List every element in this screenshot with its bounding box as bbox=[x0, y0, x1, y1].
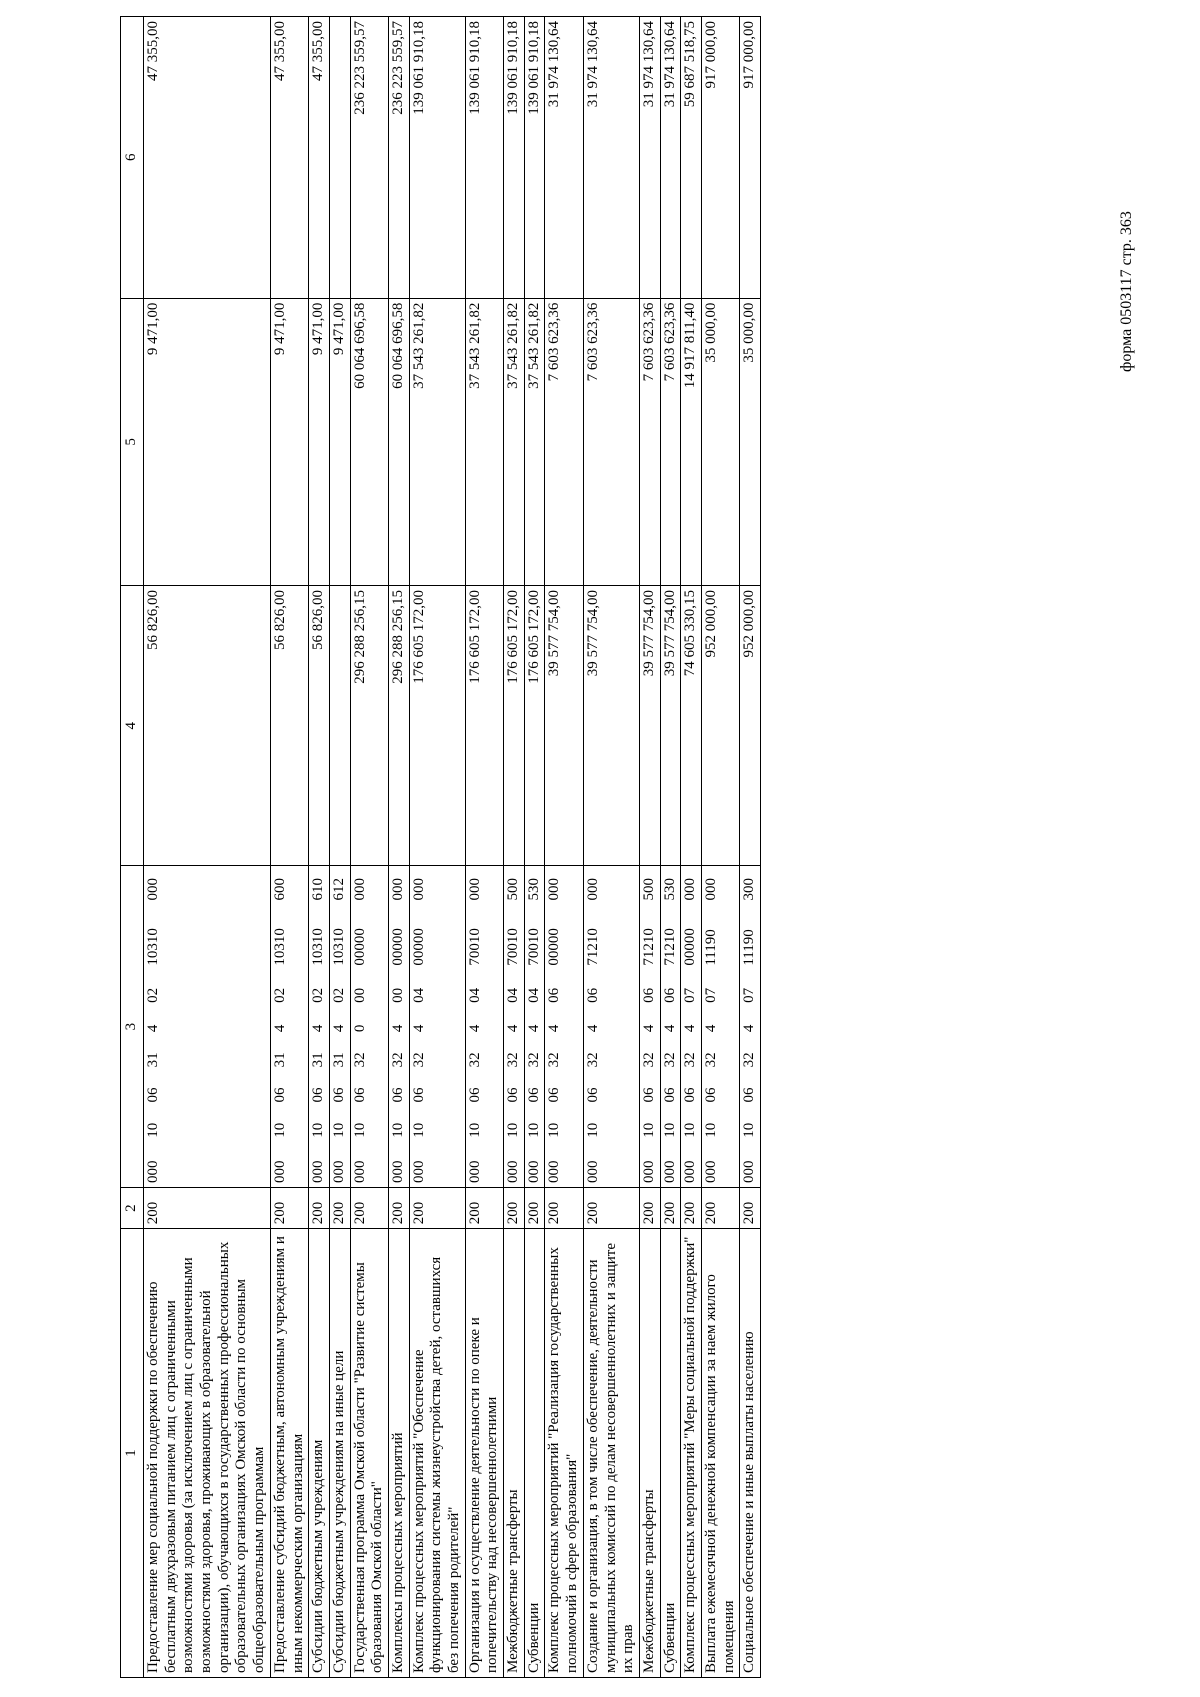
code-part: 500 bbox=[640, 877, 657, 901]
budget-table bbox=[120, 16, 761, 1678]
code-part: 4 bbox=[525, 1024, 542, 1033]
code-part: 07 bbox=[682, 987, 699, 1003]
row-line-code: 200 bbox=[660, 1187, 681, 1228]
row-amount-c5: 9 471,00 bbox=[329, 298, 350, 585]
row-line-code: 200 bbox=[465, 1187, 503, 1228]
code-part: 32 bbox=[640, 1052, 657, 1068]
column-header-5: 5 bbox=[121, 298, 144, 585]
row-name: Государственная программа Омской области "Развитие системы образования Омской области" bbox=[350, 1229, 388, 1678]
code-part: 000 bbox=[310, 1160, 327, 1183]
row-amount-c4: 74 605 330,15 bbox=[681, 586, 702, 866]
table-row bbox=[639, 17, 660, 1678]
row-amount-c5: 60 064 696,58 bbox=[388, 298, 409, 585]
row-amount-c4: 296 288 256,15 bbox=[350, 586, 388, 866]
code-part: 10 bbox=[640, 1122, 657, 1138]
row-name: Межбюджетные трансферты bbox=[504, 1229, 525, 1678]
code-part: 000 bbox=[351, 1160, 368, 1183]
code-part: 530 bbox=[525, 877, 542, 901]
row-amount-c5: 9 471,00 bbox=[270, 298, 308, 585]
code-part: 000 bbox=[584, 877, 601, 901]
row-name: Создание и организация, в том числе обеспечение, деятельности муниципальных комиссий по делам несовершеннолетних и защите их прав bbox=[583, 1229, 639, 1678]
code-part: 10 bbox=[351, 1122, 368, 1138]
code-part: 4 bbox=[505, 1024, 522, 1033]
code-part: 0 bbox=[351, 1024, 368, 1033]
row-line-code: 200 bbox=[270, 1187, 308, 1228]
code-part: 10 bbox=[661, 1122, 678, 1138]
code-part: 02 bbox=[271, 987, 288, 1003]
row-amount-c6: 139 061 910,18 bbox=[409, 17, 465, 299]
code-part: 10310 bbox=[271, 928, 288, 966]
code-part: 4 bbox=[410, 1024, 427, 1033]
row-name: Социальное обеспечение и иные выплаты населению bbox=[740, 1229, 761, 1678]
code-part: 06 bbox=[271, 1087, 288, 1103]
code-part: 06 bbox=[389, 1087, 406, 1103]
row-amount-c6: 31 974 130,64 bbox=[660, 17, 681, 299]
code-part: 70010 bbox=[466, 928, 483, 966]
row-amount-c6: 139 061 910,18 bbox=[465, 17, 503, 299]
code-part: 32 bbox=[661, 1052, 678, 1068]
row-name: Субсидии бюджетным учреждениям на иные цели bbox=[329, 1229, 350, 1678]
code-part: 10 bbox=[682, 1122, 699, 1138]
code-part: 10 bbox=[410, 1122, 427, 1138]
code-part: 00000 bbox=[351, 928, 368, 966]
code-part: 02 bbox=[310, 987, 327, 1003]
code-part: 4 bbox=[466, 1024, 483, 1033]
code-part: 000 bbox=[466, 877, 483, 901]
code-part: 000 bbox=[330, 1160, 347, 1183]
row-line-code: 200 bbox=[583, 1187, 639, 1228]
row-amount-c6: 31 974 130,64 bbox=[545, 17, 583, 299]
row-amount-c4: 56 826,00 bbox=[309, 586, 330, 866]
table-row bbox=[270, 17, 308, 1678]
code-part: 000 bbox=[410, 1160, 427, 1183]
code-part: 06 bbox=[310, 1087, 327, 1103]
row-amount-c5: 9 471,00 bbox=[144, 298, 271, 585]
code-part: 31 bbox=[330, 1052, 347, 1068]
row-amount-c4: 39 577 754,00 bbox=[639, 586, 660, 866]
code-part: 000 bbox=[145, 877, 161, 901]
code-part: 70010 bbox=[505, 928, 522, 966]
code-part: 000 bbox=[351, 877, 368, 901]
row-amount-c4: 56 826,00 bbox=[270, 586, 308, 866]
row-amount-c5: 37 543 261,82 bbox=[524, 298, 545, 585]
table-row bbox=[660, 17, 681, 1678]
row-amount-c5: 37 543 261,82 bbox=[465, 298, 503, 585]
code-part: 10 bbox=[145, 1122, 161, 1138]
row-amount-c6: 917 000,00 bbox=[701, 17, 739, 299]
code-part: 4 bbox=[702, 1024, 719, 1033]
code-part: 600 bbox=[271, 877, 288, 901]
code-part: 10310 bbox=[330, 928, 347, 966]
row-classification-code bbox=[545, 866, 583, 1188]
code-part: 32 bbox=[584, 1052, 601, 1068]
code-part: 06 bbox=[525, 1087, 542, 1103]
row-line-code: 200 bbox=[144, 1187, 271, 1228]
code-part: 000 bbox=[145, 1160, 161, 1183]
code-part: 04 bbox=[505, 987, 522, 1003]
row-amount-c4: 56 826,00 bbox=[144, 586, 271, 866]
code-part: 06 bbox=[702, 1087, 719, 1103]
table-row bbox=[524, 17, 545, 1678]
row-classification-code bbox=[309, 866, 330, 1188]
code-part: 4 bbox=[682, 1024, 699, 1033]
row-classification-code bbox=[465, 866, 503, 1188]
table-row bbox=[350, 17, 388, 1678]
code-part: 4 bbox=[389, 1024, 406, 1033]
code-part: 00000 bbox=[546, 928, 563, 966]
row-amount-c5: 37 543 261,82 bbox=[409, 298, 465, 585]
code-part: 4 bbox=[310, 1024, 327, 1033]
row-name: Предоставление мер социальной поддержки по обеспечению бесплатным двухразовым питанием лиц с ограниченными возможностями здоровья (за исключением лиц с ограниченными возможностями здоровья, проживающих в образовательной организации), обучающихся в государственных профессиональных образовательных организациях Омской области по основным общеобразовательным программам bbox=[144, 1229, 271, 1678]
row-amount-c4: 39 577 754,00 bbox=[583, 586, 639, 866]
code-part: 00 bbox=[351, 987, 368, 1003]
table-row bbox=[329, 17, 350, 1678]
code-part: 06 bbox=[661, 1087, 678, 1103]
code-part: 000 bbox=[271, 1160, 288, 1183]
row-amount-c6: 139 061 910,18 bbox=[504, 17, 525, 299]
row-amount-c4: 176 605 172,00 bbox=[524, 586, 545, 866]
code-part: 4 bbox=[330, 1024, 347, 1033]
row-line-code: 200 bbox=[350, 1187, 388, 1228]
row-name: Субвенции bbox=[660, 1229, 681, 1678]
code-part: 00000 bbox=[410, 928, 427, 966]
row-line-code: 200 bbox=[504, 1187, 525, 1228]
row-classification-code bbox=[388, 866, 409, 1188]
row-amount-c5: 9 471,00 bbox=[309, 298, 330, 585]
code-part: 31 bbox=[310, 1052, 327, 1068]
code-part: 32 bbox=[546, 1052, 563, 1068]
code-part: 00 bbox=[389, 987, 406, 1003]
code-part: 610 bbox=[310, 877, 327, 901]
code-part: 4 bbox=[584, 1024, 601, 1033]
row-name: Предоставление субсидий бюджетным, автономным учреждениям и иным некоммерческим организациям bbox=[270, 1229, 308, 1678]
row-amount-c4: 39 577 754,00 bbox=[545, 586, 583, 866]
code-part: 4 bbox=[741, 1024, 758, 1033]
code-part: 02 bbox=[330, 987, 347, 1003]
code-part: 4 bbox=[145, 1024, 161, 1033]
row-classification-code bbox=[329, 866, 350, 1188]
row-amount-c4: 952 000,00 bbox=[740, 586, 761, 866]
table-row bbox=[504, 17, 525, 1678]
row-amount-c6: 31 974 130,64 bbox=[639, 17, 660, 299]
column-header-3: 3 bbox=[121, 866, 144, 1188]
row-name: Организация и осуществление деятельности по опеке и попечительству над несовершеннолетними bbox=[465, 1229, 503, 1678]
row-classification-code bbox=[740, 866, 761, 1188]
row-line-code: 200 bbox=[681, 1187, 702, 1228]
code-part: 06 bbox=[505, 1087, 522, 1103]
code-part: 000 bbox=[410, 877, 427, 901]
row-amount-c4: 176 605 172,00 bbox=[504, 586, 525, 866]
code-part: 500 bbox=[505, 877, 522, 901]
code-part: 00000 bbox=[682, 928, 699, 966]
code-part: 32 bbox=[351, 1052, 368, 1068]
code-part: 000 bbox=[661, 1160, 678, 1183]
row-name: Комплекс процессных мероприятий "Меры социальной поддержки" bbox=[681, 1229, 702, 1678]
code-part: 32 bbox=[410, 1052, 427, 1068]
code-part: 04 bbox=[466, 987, 483, 1003]
table-row bbox=[409, 17, 465, 1678]
table-row bbox=[583, 17, 639, 1678]
row-classification-code bbox=[504, 866, 525, 1188]
row-line-code: 200 bbox=[701, 1187, 739, 1228]
row-amount-c5: 7 603 623,36 bbox=[660, 298, 681, 585]
row-classification-code bbox=[701, 866, 739, 1188]
row-line-code: 200 bbox=[524, 1187, 545, 1228]
code-part: 00000 bbox=[389, 928, 406, 966]
row-name: Субсидии бюджетным учреждениям bbox=[309, 1229, 330, 1678]
code-part: 32 bbox=[466, 1052, 483, 1068]
row-classification-code bbox=[639, 866, 660, 1188]
code-part: 71210 bbox=[661, 928, 678, 966]
row-amount-c5: 37 543 261,82 bbox=[504, 298, 525, 585]
column-header-1: 1 bbox=[121, 1229, 144, 1678]
code-part: 06 bbox=[351, 1087, 368, 1103]
row-line-code: 200 bbox=[309, 1187, 330, 1228]
row-amount-c4: 296 288 256,15 bbox=[388, 586, 409, 866]
code-part: 02 bbox=[145, 987, 161, 1003]
row-name: Комплекс процессных мероприятий "Реализация государственных полномочий в сфере образования" bbox=[545, 1229, 583, 1678]
table-row bbox=[545, 17, 583, 1678]
row-classification-code bbox=[524, 866, 545, 1188]
code-part: 70010 bbox=[525, 928, 542, 966]
row-line-code: 200 bbox=[329, 1187, 350, 1228]
code-part: 612 bbox=[330, 877, 347, 901]
row-classification-code bbox=[583, 866, 639, 1188]
code-part: 32 bbox=[741, 1052, 758, 1068]
code-part: 06 bbox=[466, 1087, 483, 1103]
row-classification-code bbox=[409, 866, 465, 1188]
code-part: 11190 bbox=[702, 929, 719, 966]
code-part: 32 bbox=[682, 1052, 699, 1068]
code-part: 06 bbox=[682, 1087, 699, 1103]
code-part: 000 bbox=[702, 877, 719, 901]
code-part: 4 bbox=[661, 1024, 678, 1033]
row-amount-c4 bbox=[329, 586, 350, 866]
row-amount-c5: 7 603 623,36 bbox=[545, 298, 583, 585]
row-line-code: 200 bbox=[388, 1187, 409, 1228]
row-amount-c6: 917 000,00 bbox=[740, 17, 761, 299]
row-name: Субвенции bbox=[524, 1229, 545, 1678]
code-part: 07 bbox=[702, 987, 719, 1003]
code-part: 000 bbox=[525, 1160, 542, 1183]
table-row bbox=[701, 17, 739, 1678]
row-classification-code bbox=[270, 866, 308, 1188]
table-row bbox=[144, 17, 271, 1678]
row-amount-c4: 952 000,00 bbox=[701, 586, 739, 866]
row-amount-c5: 14 917 811,40 bbox=[681, 298, 702, 585]
code-part: 4 bbox=[271, 1024, 288, 1033]
code-part: 10310 bbox=[145, 928, 161, 966]
code-part: 71210 bbox=[584, 928, 601, 966]
code-part: 32 bbox=[505, 1052, 522, 1068]
code-part: 000 bbox=[466, 1160, 483, 1183]
code-part: 04 bbox=[410, 987, 427, 1003]
row-classification-code bbox=[681, 866, 702, 1188]
code-part: 000 bbox=[682, 1160, 699, 1183]
code-part: 32 bbox=[702, 1052, 719, 1068]
code-part: 04 bbox=[525, 987, 542, 1003]
table-row bbox=[740, 17, 761, 1678]
code-part: 10 bbox=[310, 1122, 327, 1138]
code-part: 10 bbox=[702, 1122, 719, 1138]
row-amount-c6: 139 061 910,18 bbox=[524, 17, 545, 299]
code-part: 000 bbox=[389, 1160, 406, 1183]
code-part: 07 bbox=[741, 987, 758, 1003]
code-part: 000 bbox=[682, 877, 699, 901]
code-part: 10 bbox=[505, 1122, 522, 1138]
row-amount-c5: 35 000,00 bbox=[740, 298, 761, 585]
row-line-code: 200 bbox=[545, 1187, 583, 1228]
code-part: 06 bbox=[661, 987, 678, 1003]
row-classification-code bbox=[660, 866, 681, 1188]
code-part: 4 bbox=[546, 1024, 563, 1033]
code-part: 000 bbox=[389, 877, 406, 901]
code-part: 31 bbox=[145, 1052, 161, 1068]
row-amount-c6: 236 223 559,57 bbox=[350, 17, 388, 299]
table-header-row bbox=[121, 17, 144, 1678]
row-name: Выплата ежемесячной денежной компенсации за наем жилого помещения bbox=[701, 1229, 739, 1678]
code-part: 000 bbox=[702, 1160, 719, 1183]
code-part: 10 bbox=[466, 1122, 483, 1138]
code-part: 530 bbox=[661, 877, 678, 901]
code-part: 300 bbox=[741, 877, 758, 901]
row-amount-c4: 39 577 754,00 bbox=[660, 586, 681, 866]
code-part: 06 bbox=[546, 1087, 563, 1103]
row-amount-c6 bbox=[329, 17, 350, 299]
row-name: Межбюджетные трансферты bbox=[639, 1229, 660, 1678]
row-amount-c6: 47 355,00 bbox=[309, 17, 330, 299]
code-part: 10 bbox=[741, 1122, 758, 1138]
row-amount-c5: 35 000,00 bbox=[701, 298, 739, 585]
code-part: 10 bbox=[330, 1122, 347, 1138]
code-part: 06 bbox=[640, 987, 657, 1003]
code-part: 06 bbox=[330, 1087, 347, 1103]
row-amount-c6: 59 687 518,75 bbox=[681, 17, 702, 299]
row-amount-c6: 31 974 130,64 bbox=[583, 17, 639, 299]
code-part: 06 bbox=[410, 1087, 427, 1103]
row-line-code: 200 bbox=[639, 1187, 660, 1228]
code-part: 32 bbox=[389, 1052, 406, 1068]
code-part: 10 bbox=[271, 1122, 288, 1138]
code-part: 000 bbox=[546, 877, 563, 901]
column-header-4: 4 bbox=[121, 586, 144, 866]
row-classification-code bbox=[350, 866, 388, 1188]
code-part: 000 bbox=[505, 1160, 522, 1183]
row-line-code: 200 bbox=[740, 1187, 761, 1228]
form-reference: форма 0503117 стр. 363 bbox=[1118, 211, 1135, 372]
table-row bbox=[309, 17, 330, 1678]
row-amount-c6: 47 355,00 bbox=[270, 17, 308, 299]
code-part: 4 bbox=[640, 1024, 657, 1033]
code-part: 06 bbox=[584, 987, 601, 1003]
code-part: 000 bbox=[546, 1160, 563, 1183]
code-part: 10 bbox=[389, 1122, 406, 1138]
table-row bbox=[681, 17, 702, 1678]
row-amount-c6: 236 223 559,57 bbox=[388, 17, 409, 299]
code-part: 32 bbox=[525, 1052, 542, 1068]
row-amount-c6: 47 355,00 bbox=[144, 17, 271, 299]
code-part: 06 bbox=[584, 1087, 601, 1103]
code-part: 10 bbox=[584, 1122, 601, 1138]
table-row bbox=[388, 17, 409, 1678]
column-header-6: 6 bbox=[121, 17, 144, 299]
table-row bbox=[465, 17, 503, 1678]
row-amount-c4: 176 605 172,00 bbox=[409, 586, 465, 866]
row-amount-c5: 7 603 623,36 bbox=[639, 298, 660, 585]
row-name: Комплексы процессных мероприятий bbox=[388, 1229, 409, 1678]
code-part: 10 bbox=[525, 1122, 542, 1138]
column-header-2: 2 bbox=[121, 1187, 144, 1228]
code-part: 06 bbox=[640, 1087, 657, 1103]
code-part: 000 bbox=[640, 1160, 657, 1183]
code-part: 06 bbox=[741, 1087, 758, 1103]
code-part: 11190 bbox=[741, 929, 758, 966]
row-line-code: 200 bbox=[409, 1187, 465, 1228]
code-part: 31 bbox=[271, 1052, 288, 1068]
row-amount-c5: 60 064 696,58 bbox=[350, 298, 388, 585]
code-part: 06 bbox=[145, 1087, 161, 1103]
row-name: Комплекс процессных мероприятий "Обеспечение функционирования системы жизнеустройства детей, оставшихся без попечения родителей" bbox=[409, 1229, 465, 1678]
code-part: 10310 bbox=[310, 928, 327, 966]
row-amount-c5: 7 603 623,36 bbox=[583, 298, 639, 585]
row-classification-code bbox=[144, 866, 271, 1188]
code-part: 000 bbox=[584, 1160, 601, 1183]
code-part: 06 bbox=[546, 987, 563, 1003]
code-part: 10 bbox=[546, 1122, 563, 1138]
code-part: 71210 bbox=[640, 928, 657, 966]
row-amount-c4: 176 605 172,00 bbox=[465, 586, 503, 866]
code-part: 000 bbox=[741, 1160, 758, 1183]
